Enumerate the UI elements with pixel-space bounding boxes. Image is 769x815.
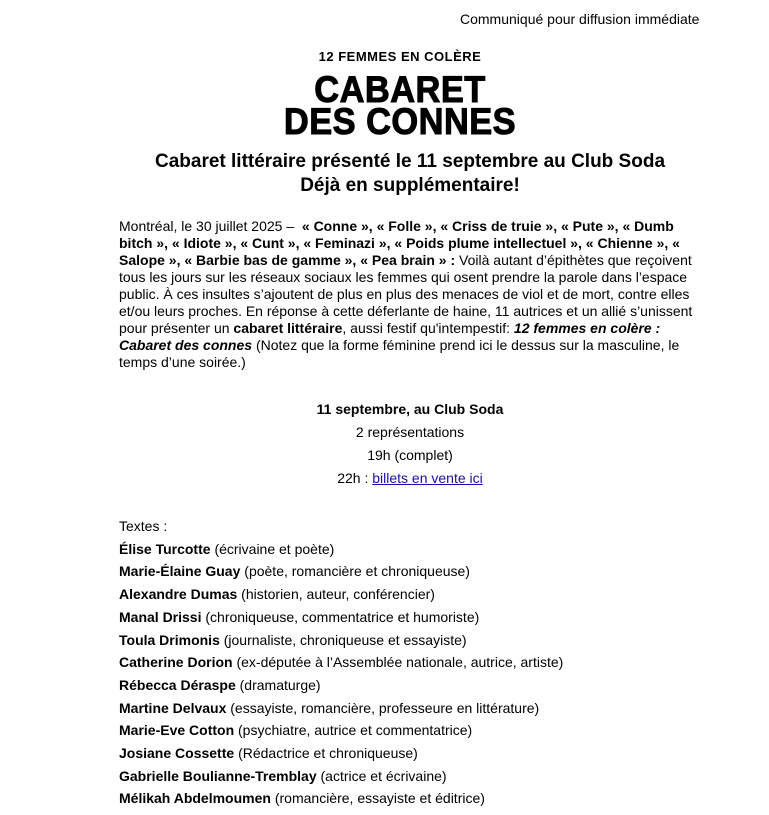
author-role: (ex-députée à l’Assemblée nationale, autrice, artiste) [236,654,564,671]
intro-text-3: (Notez que la forme féminine prend ici le dessus sur la masculine, le temps d’une soirée.) [119,337,680,370]
dateline: Montréal, le 30 juillet 2025 – [119,218,295,234]
author-name: Gabrielle Boulianne-Tremblay [119,767,317,784]
event-show-2-time: 22h : [337,470,369,486]
intro-paragraph [119,218,694,371]
author-item [119,719,563,742]
author-role: (écrivaine et poète) [214,540,335,557]
event-date-venue: 11 septembre, au Club Soda [316,401,504,417]
event-details [0,398,769,490]
logo-line-2: DES CONNES [283,101,517,142]
author-item [119,787,563,810]
author-item [119,606,563,629]
author-role: (poète, romancière et chroniqueuse) [244,563,470,580]
author-role: (essayiste, romancière, professeure en littérature) [230,699,540,716]
show-logo [200,49,600,142]
author-role: (dramaturge) [239,676,321,693]
event-show-2 [0,467,769,490]
headline [0,150,769,198]
cabaret-highlight: cabaret littéraire [233,320,343,336]
logo-line-1: CABARET [314,69,486,110]
author-role: (psychiatre, autrice et commentatrice) [238,722,473,739]
author-name: Marie-Eve Cotton [119,722,235,739]
author-name: Catherine Dorion [119,654,233,671]
author-role: (Rédactrice et chroniqueuse) [238,745,418,762]
author-name: Alexandre Dumas [119,586,238,603]
author-name: Élise Turcotte [119,540,211,557]
author-name: Josiane Cossette [119,745,235,762]
intro-text-1: Voilà autant d’épithètes que reçoivent tous les jours sur les réseaux sociaux les femmes qui osent prendre la parole dans l’espace public. À ces insultes s’ajoutent de plus en plus des menaces de viol et de mort, contre elles et/ou leurs proches. En réponse à cette déferlante de haine, 11 autrices et un allié s’unissent pour présenter un [119,252,693,336]
release-note: Communiqué pour diffusion immédiate [460,11,700,27]
headline-line-1: Cabaret littéraire présenté le 11 septembre au Club Soda [154,151,666,172]
author-role: (historien, auteur, conférencier) [241,586,435,603]
insult-list: « Conne », « Folle », « Criss de truie », « Pute », « Dumb bitch », « Idiote », « Cunt », « Feminazi », « Poids plume intellectuel », « Chienne », « Salope », « Barbie bas de gamme », « Pea brain » : [119,218,680,268]
show-title: 12 femmes en colère : Cabaret des connes [119,320,661,353]
author-name: Toula Drimonis [119,631,220,648]
author-item [119,742,563,765]
author-item [119,629,563,652]
author-role: (chroniqueuse, commentatrice et humoriste) [205,608,480,625]
author-name: Marie-Élaine Guay [119,563,241,580]
author-name: Manal Drissi [119,608,202,625]
credits-heading: Textes : [119,518,168,534]
logo-top-line: 12 FEMMES EN COLÈRE [318,49,482,64]
event-shows: 2 représentations [355,424,465,440]
author-name: Rébecca Déraspe [119,676,236,693]
author-item [119,674,563,697]
credits-list [119,515,563,810]
author-name: Mélikah Abdelmoumen [119,790,271,807]
author-item [119,651,563,674]
author-name: Martine Delvaux [119,699,227,716]
headline-line-2: Déjà en supplémentaire! [300,175,520,196]
author-role: (journaliste, chroniqueuse et essayiste) [223,631,467,648]
author-item [119,697,563,720]
author-item [119,538,563,561]
author-role: (romancière, essayiste et éditrice) [274,790,485,807]
author-item [119,560,563,583]
tickets-link[interactable]: billets en vente ici [372,470,483,486]
author-role: (actrice et écrivaine) [320,767,447,784]
event-show-1: 19h (complet) [367,447,453,463]
logo-title [214,69,586,142]
author-item [119,583,563,606]
author-item [119,765,563,788]
intro-text-2: , aussi festif qu'intempestif: [342,320,511,336]
